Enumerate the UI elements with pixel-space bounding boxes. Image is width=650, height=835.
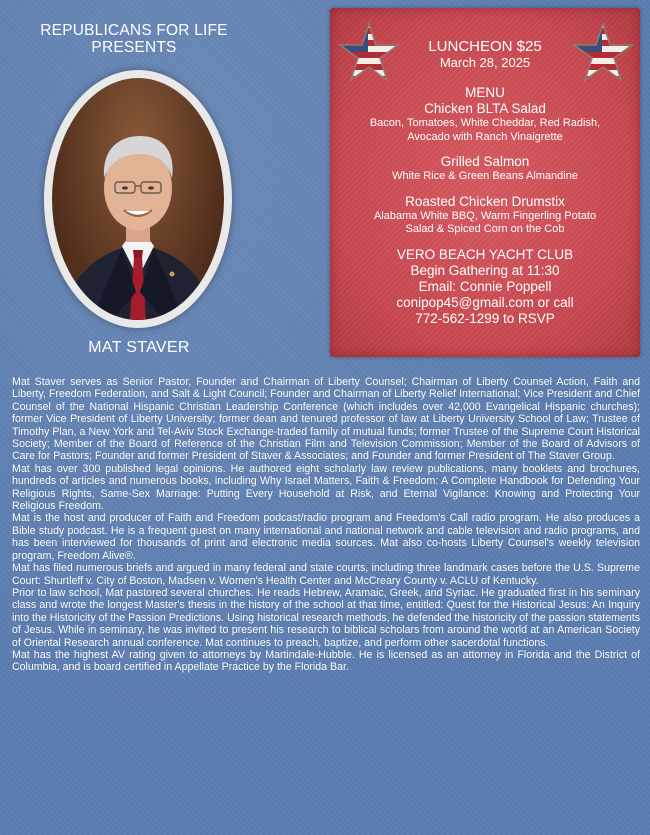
dish-description: Alabama White BBQ, Warm Fingerling Potato: [373, 209, 597, 222]
portrait-illustration: [52, 78, 224, 320]
luncheon-price: LUNCHEON $25: [428, 38, 542, 55]
event-header: [14, 22, 254, 56]
luncheon-menu-box: [330, 8, 640, 357]
speaker-name: MAT STAVER: [88, 339, 190, 356]
presents-label: PRESENTS: [91, 39, 177, 56]
dish-description: Avocado with Ranch Vinaigrette: [407, 130, 563, 143]
star-left-icon: [338, 22, 400, 84]
bio-paragraph: Mat Staver serves as Senior Pastor, Founder and Chairman of Liberty Counsel; Chairman of Liberty Counsel Action, Faith and Liberty, Freedom Federation, and Salt & Light Council; Founder and Chairman of Liberty Relief International; Vice President and Chief Counsel of the National Hispanic Christian Leadership Conference (which includes over 42,000 Evangelical Hispanic churches); former Vice President of Liberty University; former dean and tenured professor of law at Liberty University School of Law; Trustee of Timothy Plan, a New York and Tel-Aviv Stock Exchange-traded family of mutual funds; former Trustee of the Supreme Court Historical Society; Member of the Board of Reference of the Christian Film and Television Commission; Member of the Board of Advisors of Care for Pastors; Founder and former President of Staver & Associates; and Founder and former President of The Staver Group.: [12, 376, 640, 463]
rsvp-phone: 772-562-1299 to RSVP: [415, 310, 555, 326]
bio-paragraph: Mat has over 300 published legal opinions. He authored eight scholarly law review publications, many booklets and brochures, hundreds of articles and numerous books, including Why Israel Matters, Faith & Freedom: A Complete Handbook for Defending Your Religious Rights, Same-Sex Marriage: Putting Every Household at Risk, and Eternal Vigilance: Knowing and Protecting Your Religious Freedom.: [12, 462, 640, 513]
organizer-title: REPUBLICANS FOR LIFE: [40, 22, 228, 39]
dish-description: White Rice & Green Beans Almandine: [392, 170, 578, 182]
venue-name: VERO BEACH YACHT CLUB: [396, 246, 574, 262]
luncheon-date: March 28, 2025: [439, 55, 531, 70]
bio-paragraph: Mat is the host and producer of Faith and Freedom podcast/radio program and Freedom's Call radio program. He also produces a Bible study podcast. He is a frequent guest on many international and national network and cable television and radio programs, and has been interviewed for thousands of print and electronic media sources. Mat also co-hosts Liberty Counsel's weekly television program, Freedom Alive®.: [12, 512, 640, 562]
speaker-biography: [12, 376, 640, 674]
bio-paragraph: Mat has filed numerous briefs and argued in many federal and state courts, including three landmark cases before the U.S. Supreme Court: Shurtleff v. City of Boston, Madsen v. Women's Health Center and McCreary County v. ACLU of Kentucky.: [12, 562, 640, 587]
menu-heading: MENU: [465, 85, 505, 100]
dish-name: Roasted Chicken Drumstix: [405, 193, 565, 209]
bio-paragraph: Mat has the highest AV rating given to attorneys by Martindale-Hubble. He is licensed as an attorney in Florida and the District of Columbia, and is board certified in Appellate Practice by the Florida Bar.: [12, 648, 640, 674]
speaker-portrait: [52, 78, 224, 320]
dish-description: Salad & Spiced Corn on the Cob: [405, 223, 565, 235]
contact-name: Email: Connie Poppell: [418, 278, 552, 294]
dish-name: Chicken BLTA Salad: [424, 101, 546, 116]
star-right-icon: [572, 22, 634, 84]
contact-email: conipop45@gmail.com or call: [396, 294, 574, 310]
gathering-time: Begin Gathering at 11:30: [410, 262, 560, 278]
speaker-portrait-frame: [44, 70, 232, 328]
bio-paragraph: Prior to law school, Mat pastored several churches. He reads Hebrew, Aramaic, Greek, and Syriac. He graduated first in his seminary class and wrote the longest Master's thesis in the history of the school at that time, entitled: Quest for the Historical Jesus: An Inquiry into the Historicity of the Passion Predictions. Using historical research methods, he defended the historicity of the passion statements of Jesus. While in seminary, he was invited to present his research to biblical scholars from around the world at an American Society of Oriental Research annual conference. Mat continues to preach, baptize, and perform other sacerdotal functions.: [12, 586, 640, 649]
dish-description: Bacon, Tomatoes, White Cheddar, Red Radish,: [369, 117, 601, 129]
dish-name: Grilled Salmon: [440, 154, 530, 169]
